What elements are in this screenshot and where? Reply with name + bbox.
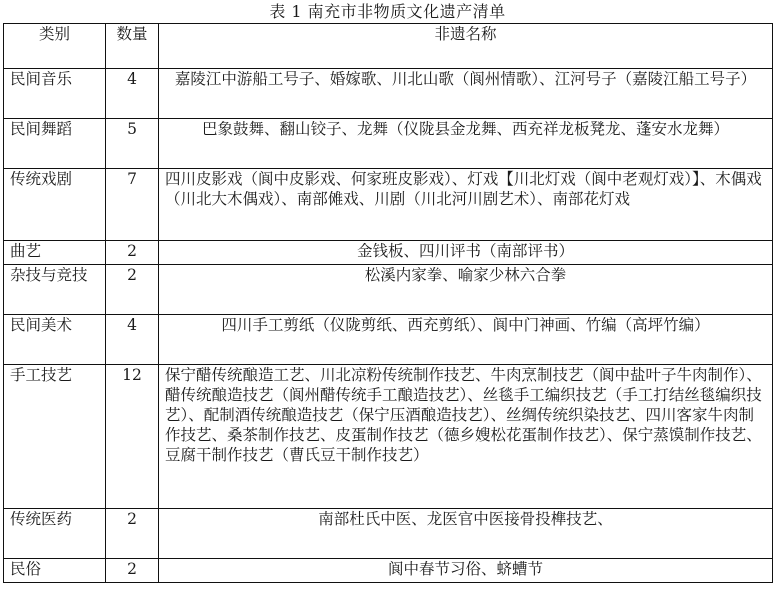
category-cell: 传统医药 — [4, 509, 106, 559]
names-cell: 保宁醋传统酿造工艺、川北凉粉传统制作技艺、牛肉烹制技艺（阆中盐叶子牛肉制作）、醋传统酿造技艺（阆州醋传统手工酿造技艺）、丝毯手工编织技艺（手工打结丝毯编织技艺）、配制酒传统酿造技艺（保宁压酒酿造技艺）、丝绸传统织染技艺、四川客家牛肉制作技艺、桑茶制作技艺、皮蛋制作技艺（德乡嫂松花蛋制作技艺）、保宁蒸馍制作技艺、豆腐干制作技艺（曹氏豆干制作技艺） — [159, 365, 773, 509]
count-cell: 4 — [106, 69, 159, 119]
header-names: 非遗名称 — [159, 24, 773, 69]
table-row — [4, 241, 773, 265]
category-cell: 民间美术 — [4, 315, 106, 365]
category-cell: 民间舞蹈 — [4, 119, 106, 169]
names-cell: 嘉陵江中游船工号子、婚嫁歌、川北山歌（阆州情歌）、江河号子（嘉陵江船工号子） — [159, 69, 773, 119]
count-cell: 2 — [106, 265, 159, 315]
category-cell: 杂技与竞技 — [4, 265, 106, 315]
category-cell: 手工技艺 — [4, 365, 106, 509]
category-cell: 传统戏剧 — [4, 169, 106, 241]
table-row — [4, 365, 773, 509]
count-cell: 12 — [106, 365, 159, 509]
header-category: 类别 — [4, 24, 106, 69]
table-row — [4, 69, 773, 119]
names-cell: 巴象鼓舞、翻山铰子、龙舞（仪陇县金龙舞、西充祥龙板凳龙、蓬安水龙舞） — [159, 119, 773, 169]
names-cell: 南部杜氏中医、龙医官中医接骨投榫技艺、 — [159, 509, 773, 559]
table-row — [4, 119, 773, 169]
category-cell: 民间音乐 — [4, 69, 106, 119]
heritage-table — [3, 23, 773, 583]
names-cell: 金钱板、四川评书（南部评书） — [159, 241, 773, 265]
count-cell: 5 — [106, 119, 159, 169]
names-cell: 阆中春节习俗、蛴螬节 — [159, 559, 773, 583]
table-row — [4, 169, 773, 241]
count-cell: 7 — [106, 169, 159, 241]
table-row — [4, 509, 773, 559]
table-row — [4, 559, 773, 583]
table-caption: 表 1 南充市非物质文化遗产清单 — [269, 2, 506, 21]
count-cell: 2 — [106, 559, 159, 583]
names-cell: 四川皮影戏（阆中皮影戏、何家班皮影戏）、灯戏【川北灯戏（阆中老观灯戏）】、木偶戏（川北大木偶戏）、南部傩戏、川剧（川北河川剧艺术）、南部花灯戏 — [159, 169, 773, 241]
header-count: 数量 — [106, 24, 159, 69]
count-cell: 2 — [106, 509, 159, 559]
count-cell: 2 — [106, 241, 159, 265]
count-cell: 4 — [106, 315, 159, 365]
names-cell: 松溪内家拳、喻家少林六合拳 — [159, 265, 773, 315]
table-row — [4, 265, 773, 315]
category-cell: 曲艺 — [4, 241, 106, 265]
table-header-row — [4, 24, 773, 69]
table-row — [4, 315, 773, 365]
names-cell: 四川手工剪纸（仪陇剪纸、西充剪纸）、阆中门神画、竹编（高坪竹编） — [159, 315, 773, 365]
category-cell: 民俗 — [4, 559, 106, 583]
